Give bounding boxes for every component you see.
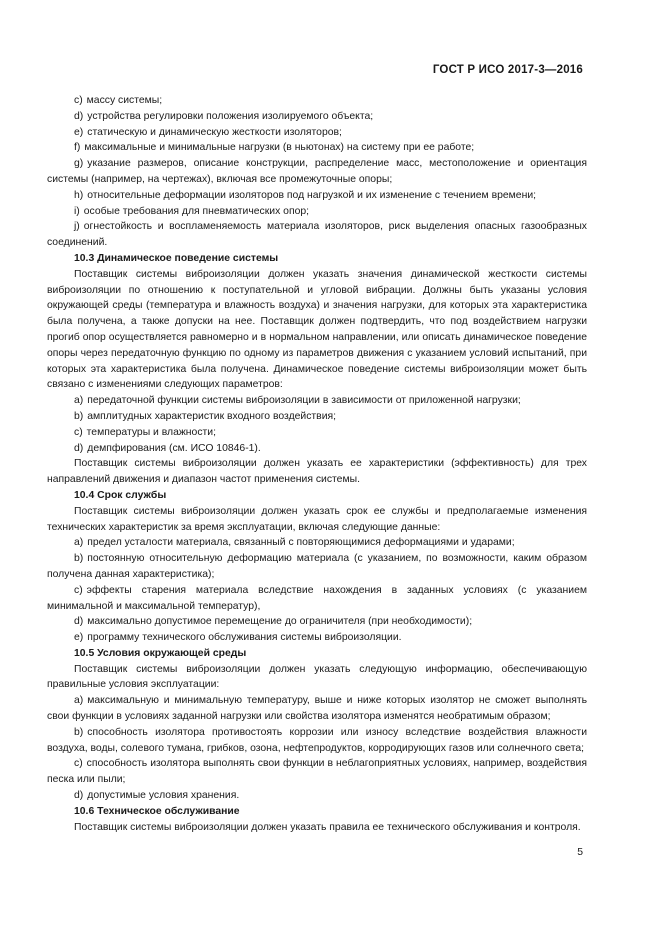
document-body — [47, 93, 587, 835]
section-10-6-paragraph: Поставщик системы виброизоляции должен указать правила ее технического обслуживания и контроля. — [74, 821, 581, 833]
list-item: e) статическую и динамическую жесткости изоляторов; — [74, 126, 342, 138]
section-10-3-closing: Поставщик системы виброизоляции должен указать ее характеристики (эффективность) для трех направлений движения и диапазон частот применения системы. — [47, 458, 587, 486]
standard-header: ГОСТ Р ИСО 2017-3—2016 — [432, 64, 583, 76]
section-10-4-paragraph: Поставщик системы виброизоляции должен указать срок ее службы и предполагаемые изменения технических характеристик за время эксплуатации, включая следующие данные: — [47, 505, 587, 533]
list-item: c) эффекты старения материала вследствие нахождения в заданных условиях (с указанием минимальной и максимальной температур), — [47, 584, 587, 612]
section-10-5-paragraph: Поставщик системы виброизоляции должен указать следующую информацию, обеспечивающую правильные условия эксплуатации: — [47, 663, 587, 691]
list-item: b) амплитудных характеристик входного воздействия; — [74, 410, 337, 422]
list-item: d) демпфирования (см. ИСО 10846-1). — [74, 442, 261, 454]
list-item: a) максимальную и минимальную температуру, выше и ниже которых изолятор не сможет выполнять свои функции в условиях заданной нагрузки или свойства изолятора изменятся необратимым образом; — [47, 695, 587, 723]
section-heading-10-6: 10.6 Техническое обслуживание — [74, 805, 240, 817]
list-item: j) огнестойкость и воспламеняемость материала изоляторов, риск выделения опасных газообразных соединений. — [47, 221, 587, 249]
list-item: b) постоянную относительную деформацию материала (с указанием, по возможности, каким образом получена данная характеристика); — [47, 553, 587, 580]
list-item: i) особые требования для пневматических опор; — [74, 205, 310, 217]
list-item: f) максимальные и минимальные нагрузки (в ньютонах) на систему при ее работе; — [74, 142, 475, 154]
list-item: d) максимально допустимое перемещение до ограничителя (при необходимости); — [74, 616, 473, 628]
page-number: 5 — [577, 847, 583, 858]
list-item: a) предел усталости материала, связанный с повторяющимися деформациями и ударами; — [74, 537, 515, 549]
list-item: e) программу технического обслуживания системы виброизоляции. — [74, 632, 402, 644]
list-item: d) устройства регулировки положения изолируемого объекта; — [74, 110, 374, 122]
section-heading-10-3: 10.3 Динамическое поведение системы — [74, 252, 279, 264]
list-item: c) массу системы; — [74, 95, 163, 106]
list-item: g) указание размеров, описание конструкции, распределение масс, местоположение и ориентация системы (например, на чертежах), включая все промежуточные опоры; — [47, 158, 587, 185]
list-item: h) относительные деформации изоляторов под нагрузкой и их изменение с течением времени; — [74, 189, 537, 201]
section-10-3-paragraph: Поставщик системы виброизоляции должен указать значения динамической жесткости системы виброизоляции по отношению к поступательной и угловой вибрации. Должны быть указаны условия окружающей среды (температура и влажность воздуха) и значения нагрузки, для которых эта характеристика была получена, а также допуски на нее. Поставщик должен подтвердить, что под воздействием нагрузки прогиб опор осуществляется равномерно и в нормальном направлении, или описать динамическое поведение опоры через передаточную функцию по одному из параметров движения с указанием условий испытаний, при которых эта характеристика была получена. Динамическое поведение системы виброизоляции может быть связано с изменениями следующих параметров: — [47, 268, 587, 391]
section-heading-10-4: 10.4 Срок службы — [74, 489, 167, 501]
section-heading-10-5: 10.5 Условия окружающей среды — [74, 647, 247, 659]
list-item: c) температуры и влажности; — [74, 426, 216, 438]
list-item: d) допустимые условия хранения. — [74, 790, 240, 802]
list-item: c) способность изолятора выполнять свои функции в неблагоприятных условиях, например, воздействия песка или пыли; — [47, 758, 587, 786]
list-item: a) передаточной функции системы виброизоляции в зависимости от приложенной нагрузки; — [74, 395, 521, 407]
list-item: b) способность изолятора противостоять коррозии или износу вследствие воздействия влажности воздуха, воды, солевого тумана, грибков, озона, нефтепродуктов, корродирующих газов или солнечного света; — [47, 726, 587, 754]
